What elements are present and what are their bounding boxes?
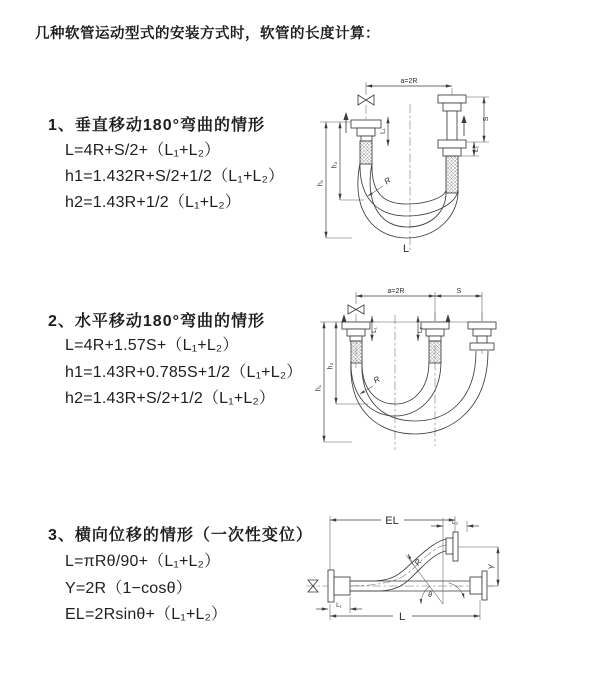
- d1-label-s: S: [483, 116, 490, 122]
- d2-middle-flange: [421, 322, 449, 363]
- section1-heading: 1、垂直移动180°弯曲的情形: [48, 117, 265, 134]
- d1-label-l2: L₂: [473, 146, 480, 152]
- d2-dim-h1: [316, 322, 353, 442]
- diagram-lateral-displacement: [306, 515, 498, 623]
- d2-label-r: R: [371, 374, 382, 386]
- diagram-vertical-180: [318, 78, 491, 255]
- d3-dim-el: [330, 515, 455, 570]
- d1-radius-callout: [368, 175, 393, 196]
- d2-right-flange: [468, 322, 496, 350]
- d3-label-l1: L₁: [336, 602, 342, 609]
- d3-dim-l: [330, 600, 480, 623]
- d1-hose-arcs: [358, 163, 458, 238]
- d1-valve-icon: [358, 95, 374, 105]
- d3-hose-curve: [350, 539, 446, 591]
- d2-dim-a2r: [356, 288, 482, 321]
- d3-right-flange-displaced: [446, 532, 458, 561]
- d3-label-y: Y: [487, 564, 497, 570]
- page-title: 几种软管运动型式的安装方式时，软管的长度计算：: [35, 26, 380, 42]
- d1-label-h1: h₁: [317, 179, 325, 187]
- d2-dim-l1: [371, 316, 378, 341]
- section2-formula-h1: h1=1.43R+0.785S+1/2（L₁+L₂）: [65, 364, 303, 381]
- section2-formula-L: L=4R+1.57S+（L₁+L₂）: [65, 337, 239, 354]
- d3-left-flange: [328, 570, 350, 602]
- d1-label-a2r: a=2R: [400, 78, 418, 85]
- section2-heading: 2、水平移动180°弯曲的情形: [48, 313, 265, 330]
- d2-label-l2: L₂: [417, 327, 424, 333]
- d1-dim-l2: [473, 142, 480, 156]
- section1-formula-h1: h1=1.432R+S/2+1/2（L₁+L₂）: [65, 168, 285, 185]
- section3-formula-Y: Y=2R（1−cosθ）: [65, 580, 192, 597]
- section2-formula-h2: h2=1.43R+S/2+1/2（L₁+L₂）: [65, 390, 276, 407]
- d2-label-h2: h₂: [327, 362, 335, 370]
- d3-label-l: L: [398, 611, 406, 623]
- d3-label-l2: L₂: [452, 519, 458, 526]
- d3-dim-l1: [316, 597, 362, 613]
- d3-right-flange-original: [470, 571, 487, 600]
- d3-label-r: R: [412, 557, 424, 568]
- d1-label-l1: L₁: [379, 128, 387, 134]
- d2-valve-icon: [348, 305, 364, 314]
- section3-formula-L: L=πRθ/90+（L₁+L₂）: [65, 553, 221, 570]
- section3-heading: 3、横向位移的情形（一次性变位）: [48, 527, 313, 544]
- d2-move-arrows: [342, 314, 451, 322]
- d1-dim-h1: [318, 122, 353, 238]
- d1-label-l: L: [402, 243, 410, 255]
- d2-label-s: S: [456, 288, 462, 295]
- d2-dim-l2: [417, 316, 424, 341]
- d2-dim-s: [435, 288, 482, 296]
- section1-formula-h2: h2=1.43R+1/2（L₁+L₂）: [65, 194, 241, 211]
- diagram-horizontal-180: [316, 288, 497, 450]
- section1-formula-L: L=4R+S/2+（L₁+L₂）: [65, 142, 221, 159]
- d1-right-flange: [438, 95, 466, 193]
- d1-label-r: R: [382, 175, 393, 187]
- section3-formula-EL: EL=2Rsinθ+（L₁+L₂）: [65, 606, 228, 623]
- d3-label-el: EL: [385, 515, 399, 527]
- d1-dim-a2r: [366, 78, 452, 95]
- d2-left-flange: [342, 322, 370, 363]
- d2-label-a2r: a=2R: [387, 288, 405, 295]
- d1-label-h2: h₂: [331, 161, 339, 169]
- d2-label-l1: L₁: [371, 327, 378, 333]
- d2-hose-arcs: [351, 351, 488, 434]
- d2-label-h1: h₁: [315, 384, 323, 392]
- d3-label-theta: θ: [428, 592, 432, 599]
- d1-left-flange: [351, 120, 381, 164]
